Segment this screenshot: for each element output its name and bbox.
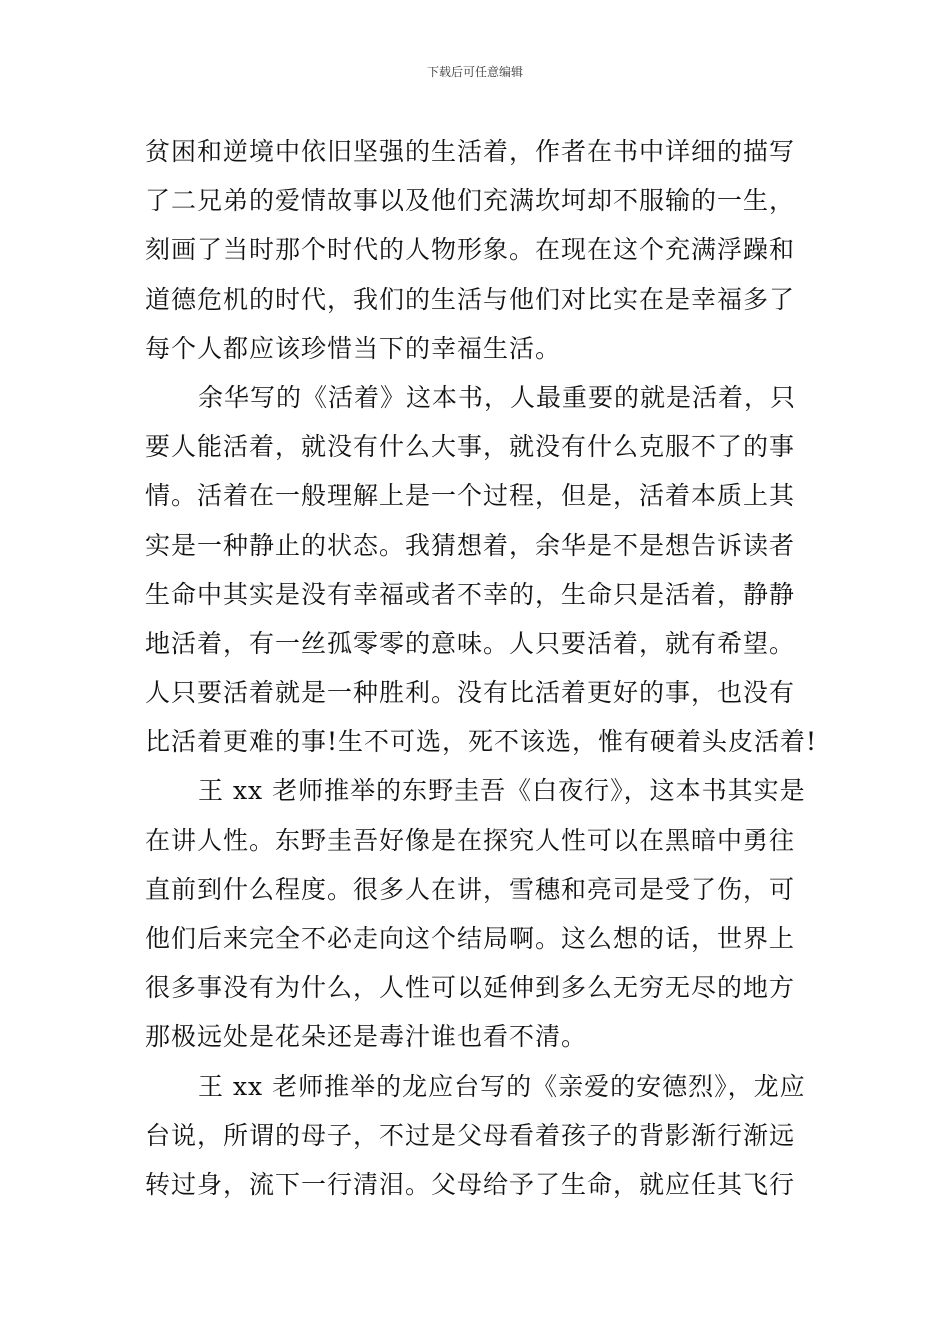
text-line: 台说，所谓的母子，不过是父母看着孩子的背影渐行渐远 — [145, 1120, 796, 1150]
text-line: 实是一种静止的状态。我猜想着，余华是不是想告诉读者 — [145, 530, 796, 560]
text-line: 很多事没有为什么，人性可以延伸到多么无穷无尽的地方 — [145, 973, 796, 1003]
text-line: 情。活着在一般理解上是一个过程，但是，活着本质上其 — [145, 481, 796, 511]
text-line: 贫困和逆境中依旧坚强的生活着，作者在书中详细的描写 — [145, 137, 796, 166]
text-line: 要人能活着，就没有什么大事，就没有什么克服不了的事 — [145, 432, 796, 462]
text-line: 直前到什么程度。很多人在讲，雪穗和亮司是受了伤，可 — [145, 874, 796, 904]
text-line: 生命中其实是没有幸福或者不幸的，生命只是活着，静静 — [145, 579, 796, 609]
text-line: 在讲人性。东野圭吾好像是在探究人性可以在黑暗中勇往 — [145, 825, 796, 855]
paragraph-4 — [145, 1062, 810, 1210]
text-line: 比活着更难的事!生不可选，死不该选，惟有硬着头皮活着! — [145, 727, 818, 757]
text-line: 地活着，有一丝孤零零的意味。人只要活着，就有希望。 — [145, 628, 796, 658]
text-line: 那极远处是花朵还是毒汁谁也看不清。 — [145, 1022, 588, 1052]
document-body — [145, 127, 818, 1209]
text-line: 每个人都应该珍惜当下的幸福生活。 — [145, 333, 562, 363]
page-header: 下载后可任意编辑 — [426, 65, 523, 79]
text-line: 转过身，流下一行清泪。父母给予了生命，就应任其飞行 — [145, 1169, 796, 1199]
text-line: 人只要活着就是一种胜利。没有比活着更好的事，也没有 — [145, 678, 796, 708]
paragraph-3 — [145, 766, 810, 1061]
paragraph-1 — [145, 127, 810, 373]
text-line: 余华写的《活着》这本书，人最重要的就是活着，只 — [198, 382, 797, 412]
text-line: 他们后来完全不必走向这个结局啊。这么想的话，世界上 — [145, 924, 796, 953]
text-line: 刻画了当时那个时代的人物形象。在现在这个充满浮躁和 — [145, 235, 796, 265]
paragraph-2 — [145, 373, 818, 767]
text-line: 王 xx 老师推举的东野圭吾《白夜行》，这本书其实是 — [198, 776, 806, 806]
text-line: 了二兄弟的爱情故事以及他们充满坎坷却不服输的一生， — [145, 186, 796, 216]
text-line: 王 xx 老师推举的龙应台写的《亲爱的安德烈》，龙应 — [198, 1071, 806, 1101]
text-line: 道德危机的时代，我们的生活与他们对比实在是幸福多了 — [145, 284, 796, 314]
